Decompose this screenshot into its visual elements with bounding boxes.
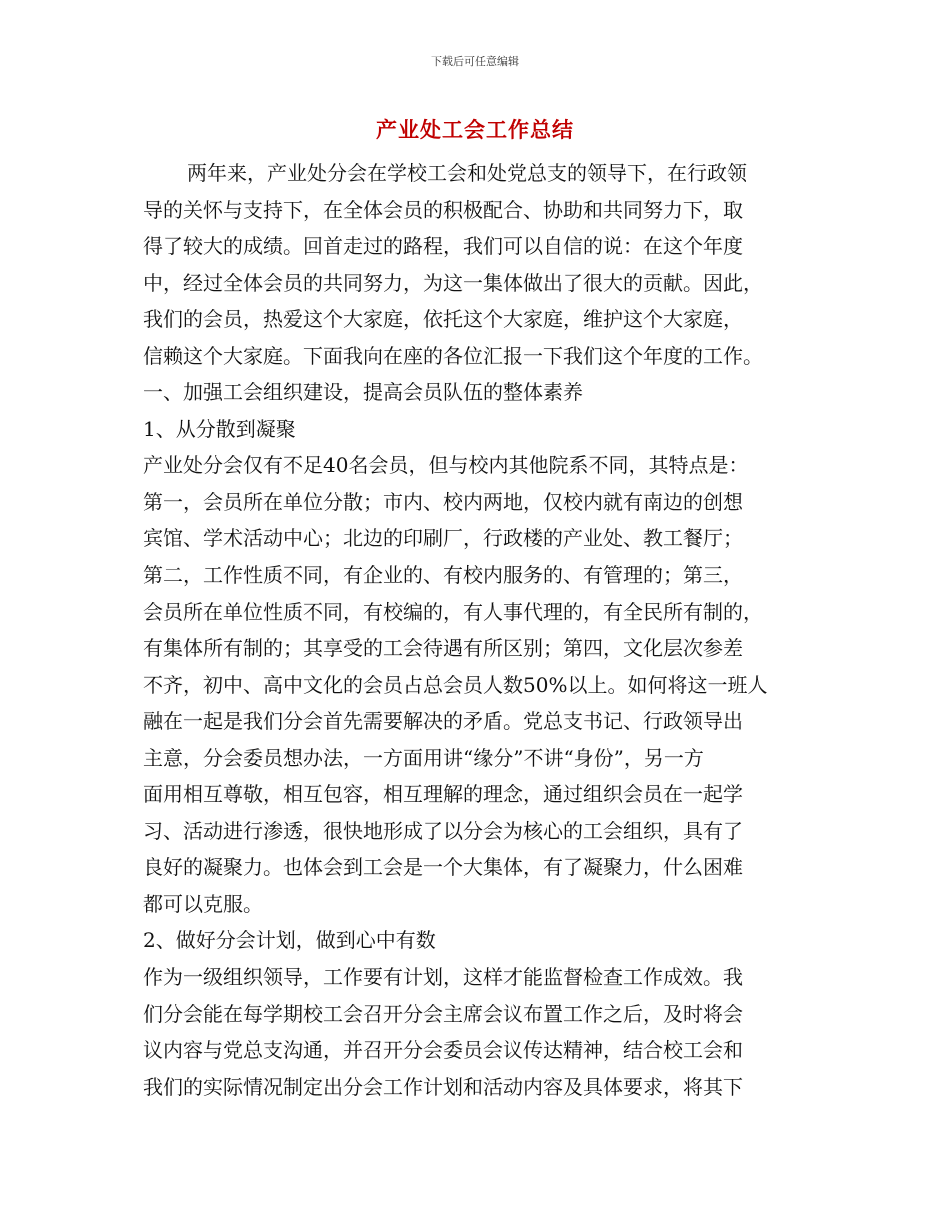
paragraph-line: 我们的实际情况制定出分会工作计划和活动内容及具体要求，将其下 bbox=[143, 1074, 743, 1099]
paragraph-line: 第一，会员所在单位分散；市内、校内两地，仅校内就有南边的创想 bbox=[143, 489, 743, 514]
document-body bbox=[143, 155, 810, 1105]
subsection-heading: 2、做好分会计划，做到心中有数 bbox=[143, 928, 436, 953]
paragraph-line: 中，经过全体会员的共同努力，为这一集体做出了很大的贡献。因此， bbox=[143, 270, 763, 295]
document-title: 产业处工会工作总结 bbox=[376, 117, 574, 142]
paragraph-line: 们分会能在每学期校工会召开分会主席会议布置工作之后，及时将会 bbox=[143, 1001, 743, 1026]
page-header-note: 下载后可任意编辑 bbox=[431, 55, 519, 68]
subsection-heading: 1、从分散到凝聚 bbox=[143, 416, 296, 441]
paragraph-line: 导的关怀与支持下，在全体会员的积极配合、协助和共同努力下，取 bbox=[143, 197, 743, 222]
paragraph-line: 宾馆、学术活动中心；北边的印刷厂，行政楼的产业处、教工餐厅； bbox=[143, 526, 743, 551]
paragraph-line: 都可以克服。 bbox=[143, 891, 263, 916]
paragraph-line: 良好的凝聚力。也体会到工会是一个大集体，有了凝聚力，什么困难 bbox=[143, 855, 743, 880]
paragraph-line: 融在一起是我们分会首先需要解决的矛盾。党总支书记、行政领导出 bbox=[143, 709, 743, 734]
paragraph-line: 信赖这个大家庭。下面我向在座的各位汇报一下我们这个年度的工作。 bbox=[143, 343, 763, 368]
section-heading: 一、加强工会组织建设，提高会员队伍的整体素养 bbox=[143, 380, 583, 405]
paragraph-line: 面用相互尊敬，相互包容，相互理解的理念，通过组织会员在一起学 bbox=[143, 782, 743, 807]
paragraph-line: 两年来，产业处分会在学校工会和处党总支的领导下，在行政领 bbox=[187, 161, 747, 185]
paragraph-line: 习、活动进行渗透，很快地形成了以分会为核心的工会组织，具有了 bbox=[143, 818, 743, 843]
paragraph-line: 第二，工作性质不同，有企业的、有校内服务的、有管理的；第三， bbox=[143, 563, 743, 588]
paragraph-line: 我们的会员，热爱这个大家庭，依托这个大家庭，维护这个大家庭， bbox=[143, 307, 743, 332]
paragraph-line: 得了较大的成绩。回首走过的路程，我们可以自信的说：在这个年度 bbox=[143, 234, 743, 259]
paragraph-line: 不齐，初中、高中文化的会员占总会员人数50%以上。如何将这一班人 bbox=[143, 672, 768, 697]
paragraph-line: 产业处分会仅有不足40名会员，但与校内其他院系不同，其特点是： bbox=[143, 453, 749, 478]
paragraph-line: 作为一级组织领导，工作要有计划，这样才能监督检查工作成效。我 bbox=[143, 965, 743, 990]
paragraph-line: 会员所在单位性质不同，有校编的，有人事代理的，有全民所有制的， bbox=[143, 599, 763, 624]
paragraph-line: 有集体所有制的；其享受的工会待遇有所区别；第四，文化层次参差 bbox=[143, 636, 743, 661]
paragraph-line: 议内容与党总支沟通，并召开分会委员会议传达精神，结合校工会和 bbox=[143, 1038, 743, 1063]
paragraph-line: 主意，分会委员想办法，一方面用讲“缘分”不讲“身份”，另一方 bbox=[143, 745, 704, 770]
